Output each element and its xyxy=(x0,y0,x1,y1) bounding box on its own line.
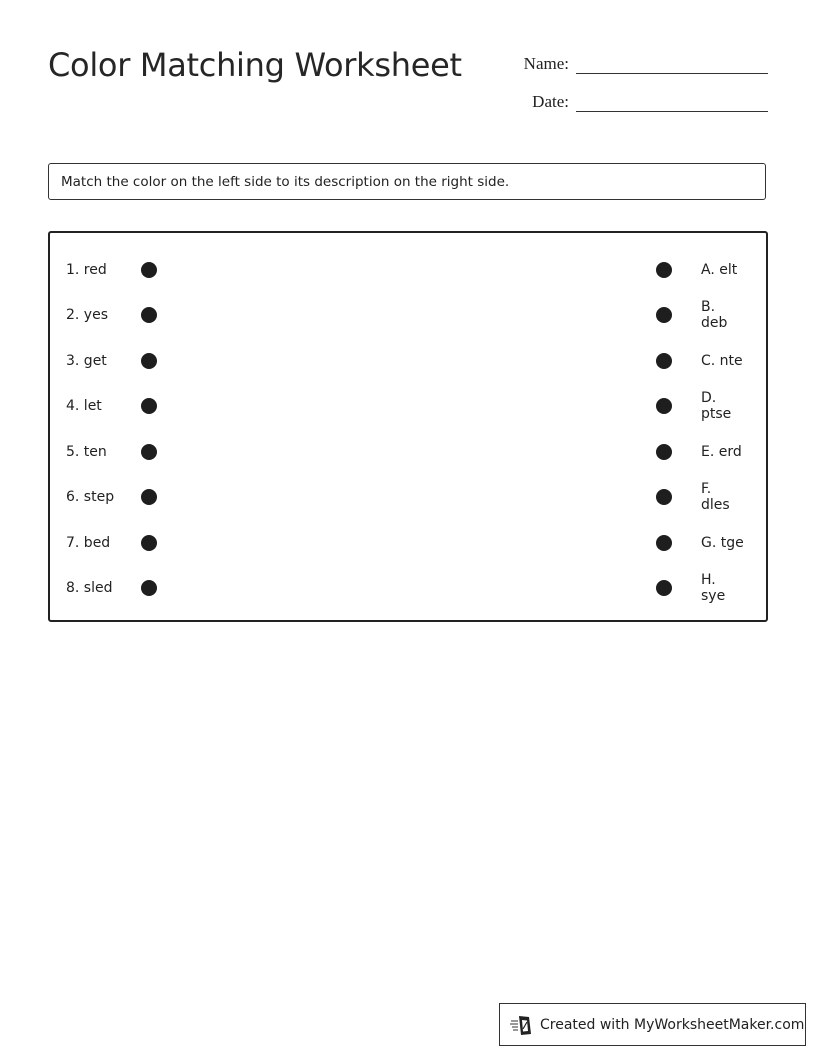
right-dot[interactable] xyxy=(656,262,672,278)
left-dot[interactable] xyxy=(141,535,157,551)
footer-credit[interactable] xyxy=(499,1003,806,1046)
right-item-label: C. nte xyxy=(701,353,743,369)
right-item-label: A. elt xyxy=(701,262,738,278)
left-item xyxy=(66,487,157,507)
left-dot[interactable] xyxy=(141,489,157,505)
page-title: Color Matching Worksheet xyxy=(48,46,462,84)
right-dot[interactable] xyxy=(656,489,672,505)
right-item-label: D. ptse xyxy=(701,390,732,422)
right-dot[interactable] xyxy=(656,535,672,551)
left-item xyxy=(66,533,157,553)
right-item xyxy=(656,481,744,513)
right-item-label: G. tge xyxy=(701,535,744,551)
left-item-label: 7. bed xyxy=(66,535,111,551)
left-item xyxy=(66,396,157,416)
date-field xyxy=(532,91,768,112)
right-item-label: F. dles xyxy=(701,481,730,513)
left-dot[interactable] xyxy=(141,398,157,414)
right-dot[interactable] xyxy=(656,353,672,369)
name-field xyxy=(524,53,768,74)
worksheet-maker-logo-icon xyxy=(510,1014,534,1036)
right-item xyxy=(656,442,744,462)
right-dot[interactable] xyxy=(656,580,672,596)
right-item xyxy=(656,533,744,553)
date-input-line[interactable] xyxy=(576,91,768,112)
right-item-label: H. sye xyxy=(701,572,726,604)
left-dot[interactable] xyxy=(141,580,157,596)
left-item-label: 1. red xyxy=(66,262,107,278)
right-item xyxy=(656,572,744,604)
left-dot[interactable] xyxy=(141,444,157,460)
right-dot[interactable] xyxy=(656,444,672,460)
left-item-label: 2. yes xyxy=(66,307,108,323)
left-dot[interactable] xyxy=(141,307,157,323)
date-label: Date: xyxy=(532,92,569,111)
left-item xyxy=(66,442,157,462)
left-item-label: 8. sled xyxy=(66,580,113,596)
right-item-label: E. erd xyxy=(701,444,742,460)
right-item xyxy=(656,390,744,422)
name-label: Name: xyxy=(523,54,569,73)
right-dot[interactable] xyxy=(656,398,672,414)
left-item-label: 4. let xyxy=(66,398,102,414)
left-dot[interactable] xyxy=(141,353,157,369)
left-item xyxy=(66,351,157,371)
matching-panel xyxy=(48,231,768,622)
left-item xyxy=(66,305,157,325)
right-item xyxy=(656,351,744,371)
left-item xyxy=(66,260,157,280)
left-item xyxy=(66,578,157,598)
left-item-label: 5. ten xyxy=(66,444,107,460)
right-item-label: B. deb xyxy=(701,299,728,331)
instructions-box: Match the color on the left side to its description on the right side. xyxy=(48,163,766,200)
right-dot[interactable] xyxy=(656,307,672,323)
footer-text: Created with MyWorksheetMaker.com xyxy=(540,1016,805,1033)
left-item-label: 3. get xyxy=(66,353,107,369)
left-dot[interactable] xyxy=(141,262,157,278)
right-item xyxy=(656,260,744,280)
name-input-line[interactable] xyxy=(576,53,768,74)
left-item-label: 6. step xyxy=(66,489,115,505)
right-item xyxy=(656,299,744,331)
